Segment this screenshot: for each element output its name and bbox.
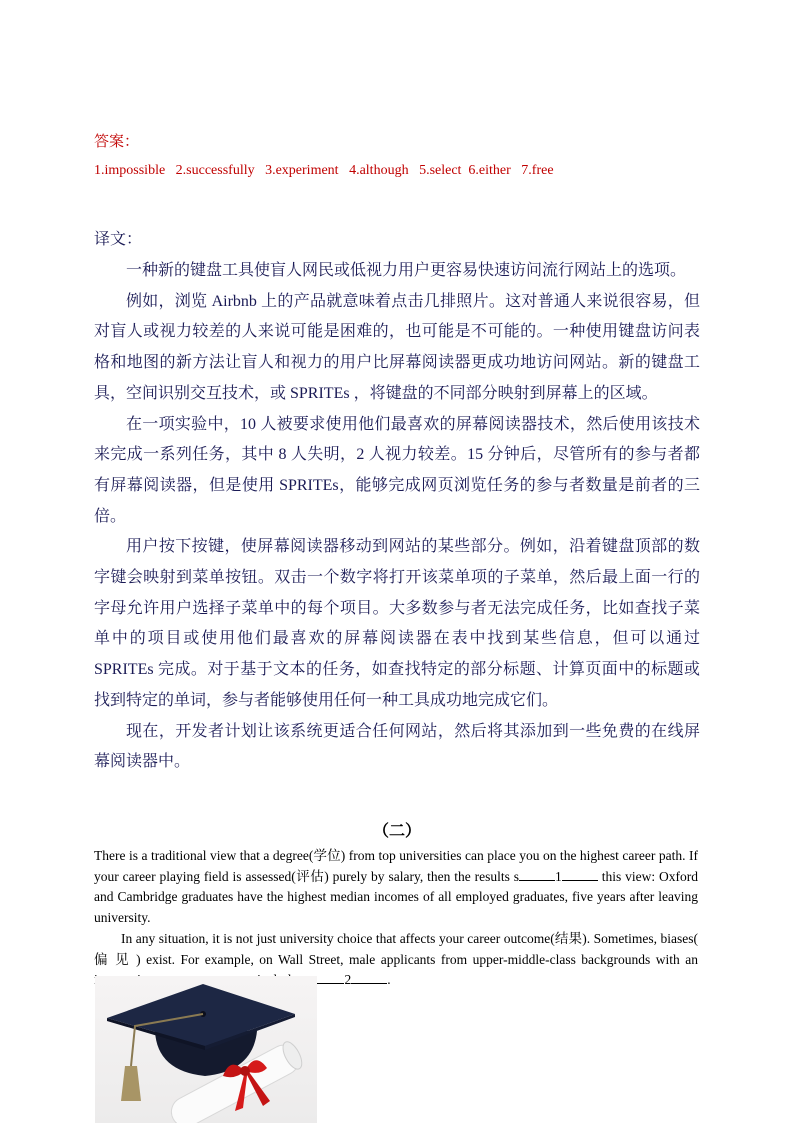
- passage-text: In any situation, it is not just university choice that affects your career outcome(结果). Sometimes, biases( 偏 见 ) exist. For example, on Wall Street, male applicants from upper-middle-class backgrounds with an: [94, 930, 698, 967]
- passage: [94, 846, 698, 991]
- translation-paragraph: 现在，开发者计划让该系统更适合任何网站，然后将其添加到一些免费的在线屏幕阅读器中。: [94, 722, 700, 771]
- passage-text: .: [387, 972, 391, 988]
- translation-body: [94, 256, 700, 778]
- blank-line: [562, 868, 598, 881]
- translation-paragraph: 例如，浏览 Airbnb 上的产品就意味着点击几排照片。这对普通人来说很容易，但对盲人或视力较差的人来说可能是困难的，也可能是不可能的。一种使用键盘访问表格和地图的新方法让盲人和视力的用户比屏幕阅读器更成功地访问网站。新的键盘工具，空间识别交互技术，或 SPRITEs ，将键盘的不同部分映射到屏幕上的区域。: [94, 292, 700, 402]
- graduation-cap-diploma-icon: [95, 976, 317, 1123]
- blank-line: [351, 971, 387, 984]
- answer-key-line: 1.impossible 2.successfully 3.experiment 4.although 5.select 6.either 7.free: [94, 163, 554, 178]
- graduation-image: [95, 976, 317, 1123]
- passage-text: There is a traditional view that a degree(学位) from top universities can place you on the highest career path. If your career playing field is assessed(评估) purely by salary, then the results s: [94, 848, 698, 884]
- blank-line: [519, 868, 555, 881]
- translation-label: 译文：: [94, 231, 143, 248]
- blank-number: 1: [555, 868, 562, 884]
- passage-text: this view: Oxford and Cambridge graduates have the highest median incomes of all employed graduates, five years after leaving university.: [94, 868, 698, 926]
- translation-paragraph: 在一项实验中，10 人被要求使用他们最喜欢的屏幕阅读器技术，然后使用该技术来完成一系列任务，其中 8 人失明，2 人视力较差。15 分钟后，尽管所有的参与者都有屏幕阅读器，但是使用 SPRITEs，能够完成网页浏览任务的参与者数量是前者的三倍。: [94, 415, 700, 525]
- answer-label: 答案：: [94, 134, 140, 150]
- blank-number: 2: [344, 972, 352, 988]
- translation-paragraph: 用户按下按键，使屏幕阅读器移动到网站的某些部分。例如，沿着键盘顶部的数字键会映射到菜单按钮。双击一个数字将打开该菜单项的子菜单，然后最上面一行的字母允许用户选择子菜单中的每个项目。大多数参与者无法完成任务，比如查找子菜单中的项目或使用他们最喜欢的屏幕阅读器在表中找到某些信息，但可以通过 SPRITEs 完成。对于基于文本的任务，如查找特定的部分标题、计算页面中的标题或找到特定的单词，参与者能够使用任何一种工具成功地完成它们。: [94, 538, 700, 709]
- translation-paragraph: 一种新的键盘工具使盲人网民或低视力用户更容易快速访问流行网站上的选项。: [126, 262, 687, 279]
- section-title: （二）: [372, 823, 421, 840]
- passage-paragraph-1: [94, 846, 698, 929]
